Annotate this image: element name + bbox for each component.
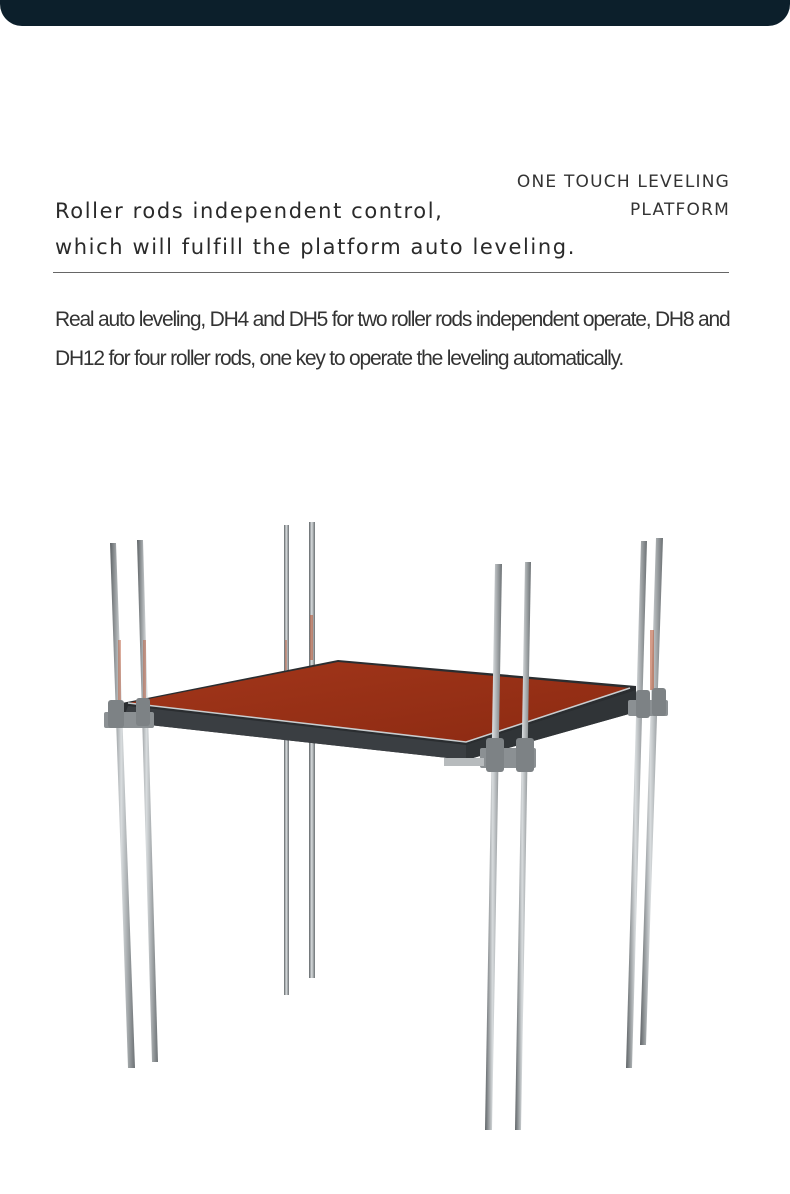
roller-rod xyxy=(309,522,315,978)
bracket xyxy=(444,758,484,766)
rod-highlight xyxy=(650,630,654,690)
rod-clamp xyxy=(108,700,124,728)
left-roller-rods xyxy=(110,540,158,1068)
roller-rod xyxy=(515,562,531,1130)
rod-highlight xyxy=(143,640,146,700)
section-label-line-2: PLATFORM xyxy=(629,200,730,220)
rod-highlight xyxy=(310,615,313,660)
divider-line xyxy=(53,272,729,273)
rod-clamp xyxy=(636,690,650,718)
headline-line-2: which will fulfill the platform auto leveling. xyxy=(55,235,576,259)
roller-rod xyxy=(485,564,502,1130)
leveling-platform-illustration xyxy=(0,500,790,1160)
description-paragraph: Real auto leveling, DH4 and DH5 for two roller rods independent operate, DH8 and DH12 for four roller rods, one key to operate the leveling automatically. xyxy=(55,308,730,370)
roller-rod xyxy=(284,525,289,995)
roller-rod xyxy=(110,543,135,1068)
roller-rod xyxy=(137,540,158,1062)
headline xyxy=(55,193,755,265)
rod-clamp xyxy=(136,698,150,726)
rod-highlight xyxy=(285,640,287,670)
right-roller-rods xyxy=(626,538,663,1068)
headline-line-1: Roller rods independent control, xyxy=(55,199,444,223)
top-banner-bar xyxy=(0,0,790,26)
rod-highlight xyxy=(118,640,121,700)
section-label-line-1: ONE TOUCH LEVELING xyxy=(516,172,730,192)
rod-clamp xyxy=(516,738,534,772)
rod-clamp xyxy=(486,738,504,772)
front-roller-rods xyxy=(108,562,666,1130)
rod-clamp xyxy=(652,688,666,716)
back-roller-rods xyxy=(284,522,315,995)
platform-plate xyxy=(104,660,668,768)
